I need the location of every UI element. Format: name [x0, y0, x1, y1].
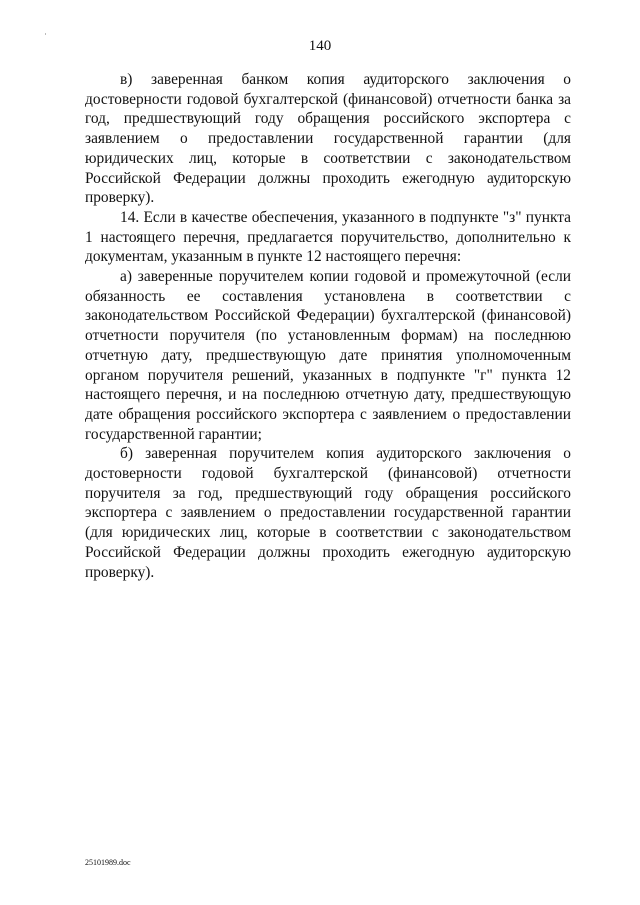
paragraph-v: в) заверенная банком копия аудиторского заключения о достоверности годовой бухгалтерской (финансовой) отчетности банка за год, предшествующий году обращения российского экспортера с заявлением о предоставлении государственной гарантии (для юридических лиц, которые в соответствии с законодательством Российской Федерации должны проходить ежегодную аудиторскую проверку).	[85, 71, 571, 207]
paragraph-b: б) заверенная поручителем копия аудиторского заключения о достоверности годовой бухгалтерской (финансовой) отчетности поручителя за год, предшествующий году обращения российского экспортера с заявлением о предоставлении государственной гарантии (для юридических лиц, которые в соответствии с законодательством Российской Федерации должны проходить ежегодную аудиторскую проверку).	[85, 445, 571, 581]
footer-filename: 25101989.doc	[85, 858, 131, 867]
document-body	[85, 70, 571, 582]
scan-artifact	[45, 33, 46, 35]
page-number: 140	[308, 38, 332, 54]
paragraph-a: а) заверенные поручителем копии годовой и промежуточной (если обязанность ее составления установлена в соответствии с законодательством Российской Федерации) бухгалтерской (финансовой) отчетности поручителя (по установленным формам) на последнюю отчетную дату, предшествующую дате принятия уполномоченным органом поручителя решений, указанных в подпункте "г" пункта 12 настоящего перечня, и на последнюю отчетную дату, предшествующую дате обращения российского экспортера с заявлением о предоставлении государственной гарантии;	[85, 268, 571, 443]
paragraph-14: 14. Если в качестве обеспечения, указанного в подпункте "з" пункта 1 настоящего перечня, предлагается поручительство, дополнительно к документам, указанным в пункте 12 настоящего перечня:	[85, 208, 571, 266]
